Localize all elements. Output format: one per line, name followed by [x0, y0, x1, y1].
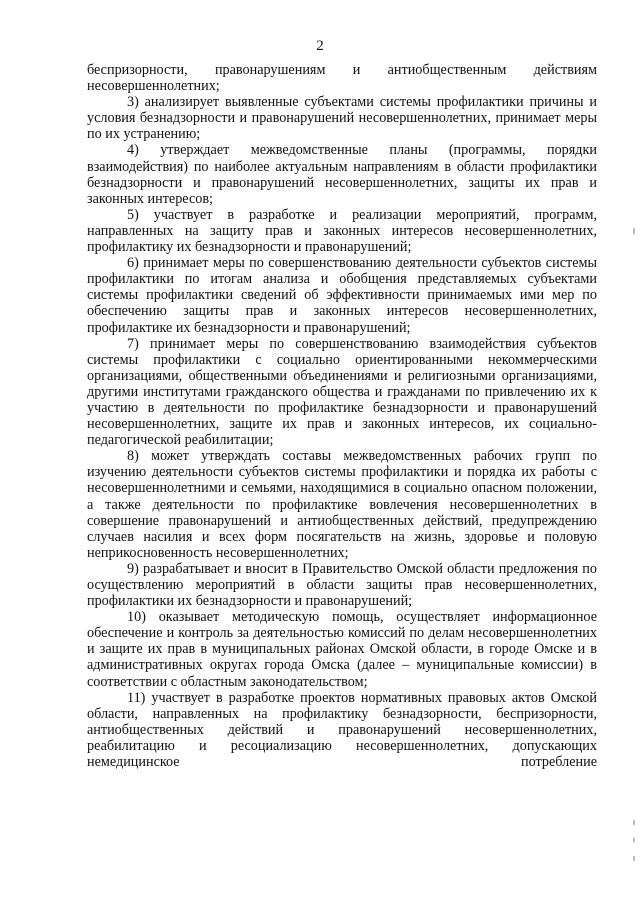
paragraph-item-4: 4) утверждает межведомственные планы (программы, порядки взаимодействия) по наиболее актуальным направлениям в области профилактики безнадзорности и правонарушений несовершеннолетних, защиты их прав и законных интересов;: [87, 142, 597, 207]
paragraph-item-3: 3) анализирует выявленные субъектами системы профилактики причины и условия безнадзорности и правонарушений несовершеннолетних, принимает меры по их устранению;: [87, 94, 597, 143]
paragraph-item-6: 6) принимает меры по совершенствованию деятельности субъектов системы профилактики по итогам анализа и обобщения представляемых субъектами системы профилактики сведений об эффективности принимаемых ими мер по обеспечению защиты прав и законных интересов несовершеннолетних, профилактике их безнадзорности и правонарушений;: [87, 255, 597, 336]
scan-mark: [633, 856, 635, 861]
scan-mark: [633, 838, 635, 842]
document-body: [87, 62, 597, 770]
paragraph-item-9: 9) разрабатывает и вносит в Правительство Омской области предложения по осуществлению мероприятий в области защиты прав несовершеннолетних, профилактики их безнадзорности и правонарушений;: [87, 560, 597, 610]
paragraph-item-11: 11) участвует в разработке проектов нормативных правовых актов Омской области, направленных на профилактику безнадзорности, беспризорности, антиобщественных действий и правонарушений несовершеннолетних, реабилитацию и ресоциализацию несовершеннолетних, допускающих немедицинское потребление: [87, 689, 597, 771]
scan-mark: [633, 820, 635, 825]
paragraph-continuation: беспризорности, правонарушениям и антиобщественным действиям несовершеннолетних;: [87, 62, 597, 95]
scan-mark: [633, 228, 635, 234]
paragraph-item-5: 5) участвует в разработке и реализации мероприятий, программ, направленных на защиту прав и законных интересов несовершеннолетних, профилактику их безнадзорности и правонарушений;: [87, 206, 597, 256]
paragraph-item-10: 10) оказывает методическую помощь, осуществляет информационное обеспечение и контроль за деятельностью комиссий по делам несовершеннолетних и защите их прав в муниципальных районах Омской области, в городе Омске и в административных округах города Омска (далее – муниципальные комиссии) в соответствии с областным законодательством;: [87, 609, 597, 690]
paragraph-item-7: 7) принимает меры по совершенствованию взаимодействия субъектов системы профилактики с социально ориентированными некоммерческими организациями, общественными объединениями и религиозными организациями, другими институтами гражданского общества и гражданами по привлечению их к участию в деятельности по профилактике безнадзорности и правонарушений несовершеннолетних, защите их прав и законных интересов, их социально-педагогической реабилитации;: [87, 335, 597, 449]
page-number: 2: [316, 38, 324, 54]
paragraph-item-8: 8) может утверждать составы межведомственных рабочих групп по изучению деятельности субъектов системы профилактики и порядка их работы с несовершеннолетними и семьями, находящимися в социально опасном положении, а также деятельности по профилактике вовлечения несовершеннолетних в совершение правонарушений и антиобщественных действий, предупреждению случаев насилия и всех форм посягательств на жизнь, здоровье и половую неприкосновенность несовершеннолетних;: [87, 448, 597, 561]
